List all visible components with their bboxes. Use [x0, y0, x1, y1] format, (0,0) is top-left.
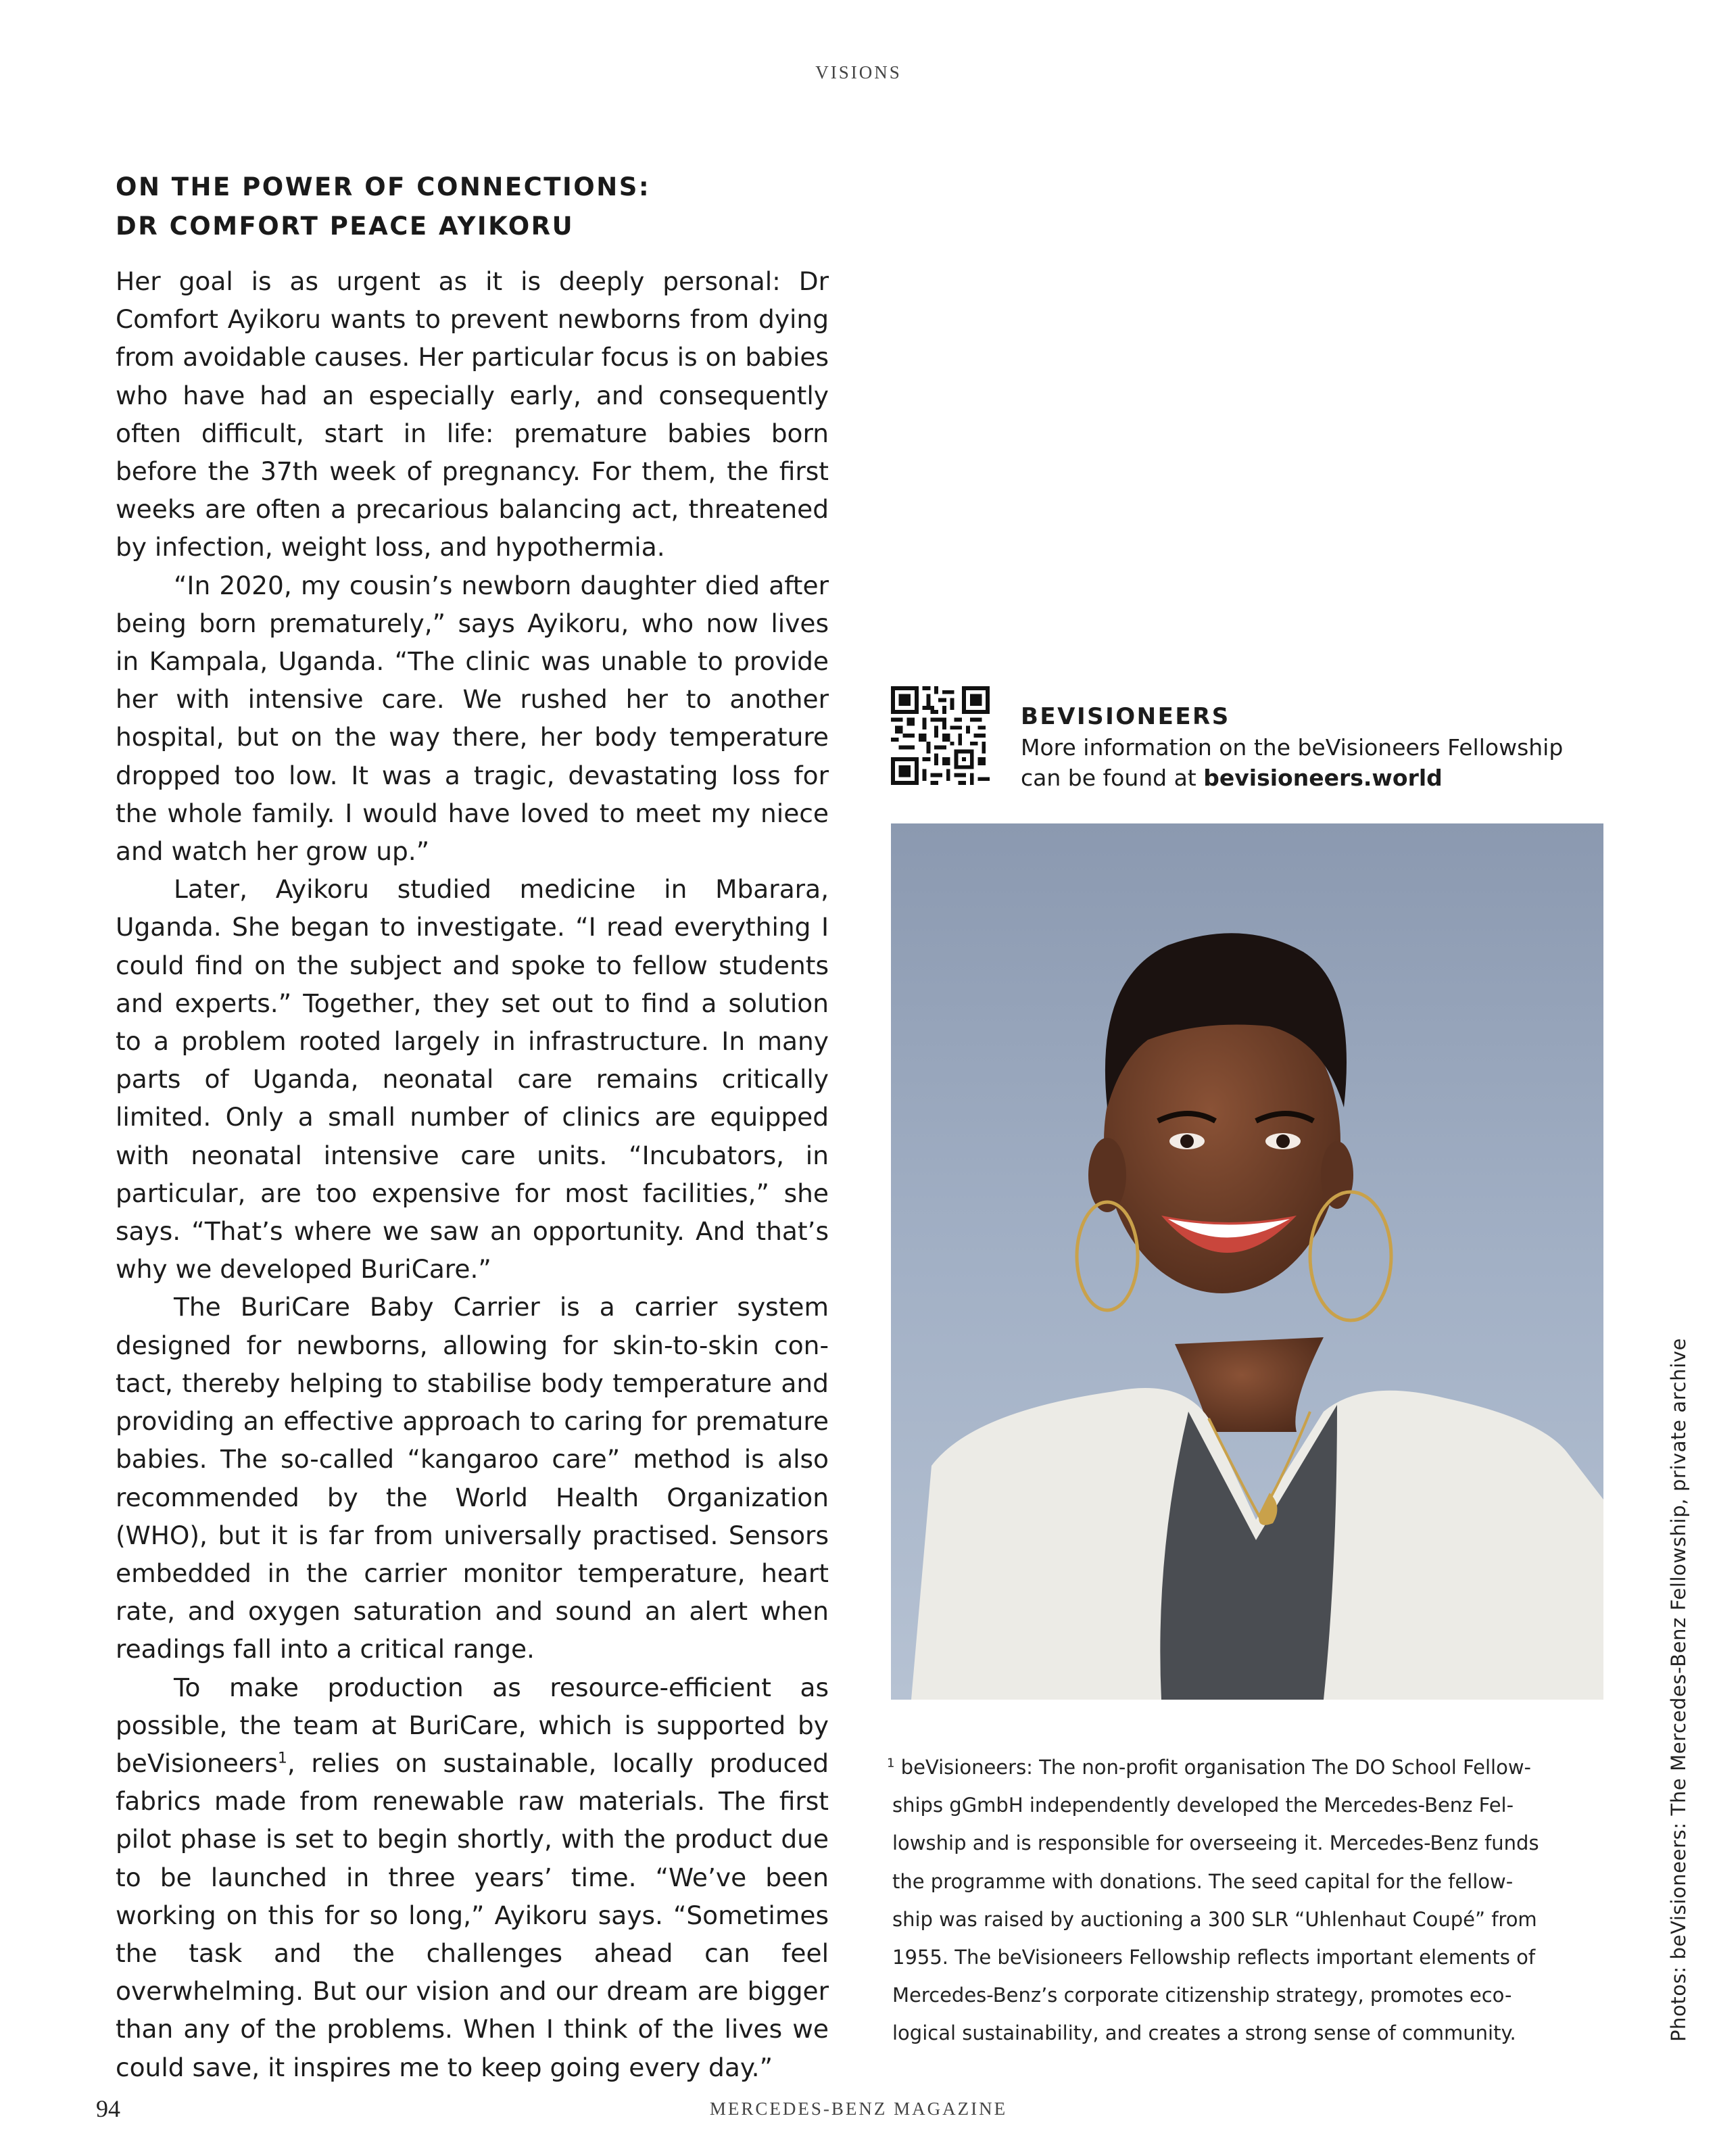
- footnote-line-1-text: beVisioneers: The non-profit organisation The DO School Fellow-: [894, 1756, 1532, 1779]
- article-headline: [116, 168, 846, 246]
- body-paragraph-4: The BuriCare Baby Carrier is a carrier system designed for newborns, allowing for skin-to-skin contact, thereby helping to stabilise body temperature and providing an effective approach to caring for premature babies. The so-called “kangaroo care” method is also recommended by the World Health Organization (WHO), but it is far from universally practised. Sensors embedded in the carrier monitor temperature, heart rate, and oxygen saturation and sound an alert when readings fall into a critical range.: [116, 1292, 829, 1664]
- body-paragraph-2: “In 2020, my cousin’s newborn daughter died after being born prematurely,” says Ayikoru, who now lives in Kampala, Uganda. “The clinic was unable to provide her with intensive care. We rushed her to another hospital, but on the way there, her body temperature dropped too low. It was a tragic, devastating loss for the whole family. I would have loved to meet my niece and watch her grow up.”: [116, 570, 829, 867]
- footnote-line-6: 1955. The beVisioneers Fellowship reflects important elements of: [892, 1946, 1536, 1969]
- body-paragraph-5: [116, 1669, 829, 2086]
- bevisioneers-info: [1021, 702, 1629, 793]
- footnote-line-1: [887, 1748, 1563, 1786]
- footnote-line-4: the programme with donations. The seed capital for the fellow-: [892, 1869, 1514, 1893]
- bevisioneers-line-2: [1021, 763, 1629, 793]
- bevisioneers-line-1: More information on the beVisioneers Fellowship: [1021, 734, 1564, 761]
- footnote-reference[interactable]: 1: [277, 1750, 287, 1767]
- portrait-photo: [891, 823, 1603, 1700]
- headline-line-2: DR COMFORT PEACE AYIKORU: [116, 212, 575, 241]
- running-head: VISIONS: [815, 62, 902, 82]
- bevisioneers-link[interactable]: bevisioneers.world: [1203, 765, 1443, 791]
- footnote-line-5: ship was raised by auctioning a 300 SLR “Uhlenhaut Coupé” from: [892, 1907, 1537, 1931]
- footnote-line-2: ships gGmbH independently developed the Mercedes-Benz Fel-: [892, 1794, 1514, 1817]
- footnote-marker: 1: [887, 1756, 895, 1771]
- magazine-name: MERCEDES-BENZ MAGAZINE: [709, 2099, 1008, 2119]
- headline-line-1: ON THE POWER OF CONNECTIONS:: [116, 172, 651, 201]
- footnote: [887, 1748, 1563, 2053]
- article-body: [116, 262, 829, 2086]
- footnote-line-3: lowship and is responsible for overseeing it. Mercedes-Benz funds: [892, 1831, 1539, 1855]
- body-paragraph-1: Her goal is as urgent as it is deeply personal: Dr Comfort Ayikoru wants to prevent newborns from dying from avoidable causes. Her particular focus is on babies who have had an especially early, and consequently often difficult, start in life: premature babies born before the 37th week of pregnancy. For them, the first weeks are often a precarious balancing act, threatened by infection, weight loss, and hypothermia.: [116, 266, 829, 562]
- footnote-line-7: Mercedes-Benz’s corporate citizenship strategy, promotes eco-: [892, 1984, 1512, 2007]
- qr-code-icon[interactable]: [891, 686, 990, 785]
- page-number: 94: [96, 2095, 120, 2122]
- bevisioneers-title: BEVISIONEERS: [1021, 703, 1230, 730]
- photo-credit: Photos: beVisioneers: The Mercedes-Benz Fellowship, private archive: [1667, 1337, 1690, 2042]
- body-paragraph-3: Later, Ayikoru studied medicine in Mbarara, Uganda. She began to investigate. “I read everything I could find on the subject and spoke to fellow students and experts.” Together, they set out to find a solution to a problem rooted largely in infrastructure. In many parts of Uganda, neonatal care remains critically limited. Only a small number of clinics are equipped with neonatal intensive care units. “Incubators, in particular, are too expensive for most facilities,” she says. “That’s where we saw an opportunity. And that’s why we developed BuriCare.”: [116, 874, 829, 1285]
- footnote-line-8: logical sustainability, and creates a strong sense of community.: [892, 2021, 1516, 2045]
- body-paragraph-5-end: , relies on sustainable, locally produced fabrics made from renewable raw materials. The first pilot phase is set to begin shortly, with the product due to be launched in three years’ time. “We’ve been working on this for so long,” Ayikoru says. “Sometimes the task and the challenges ahead can feel overwhelming. But our vision and our dream are bigger than any of the problems. When I think of the lives we could save, it inspires me to keep going every day.”: [116, 1748, 829, 2082]
- bevisioneers-line-2-prefix: can be found at: [1021, 765, 1204, 791]
- body-paragraph-5-start: To make production as resource-efficient as possible, the team at BuriCare, which is supported by beVisioneers: [116, 1672, 829, 1778]
